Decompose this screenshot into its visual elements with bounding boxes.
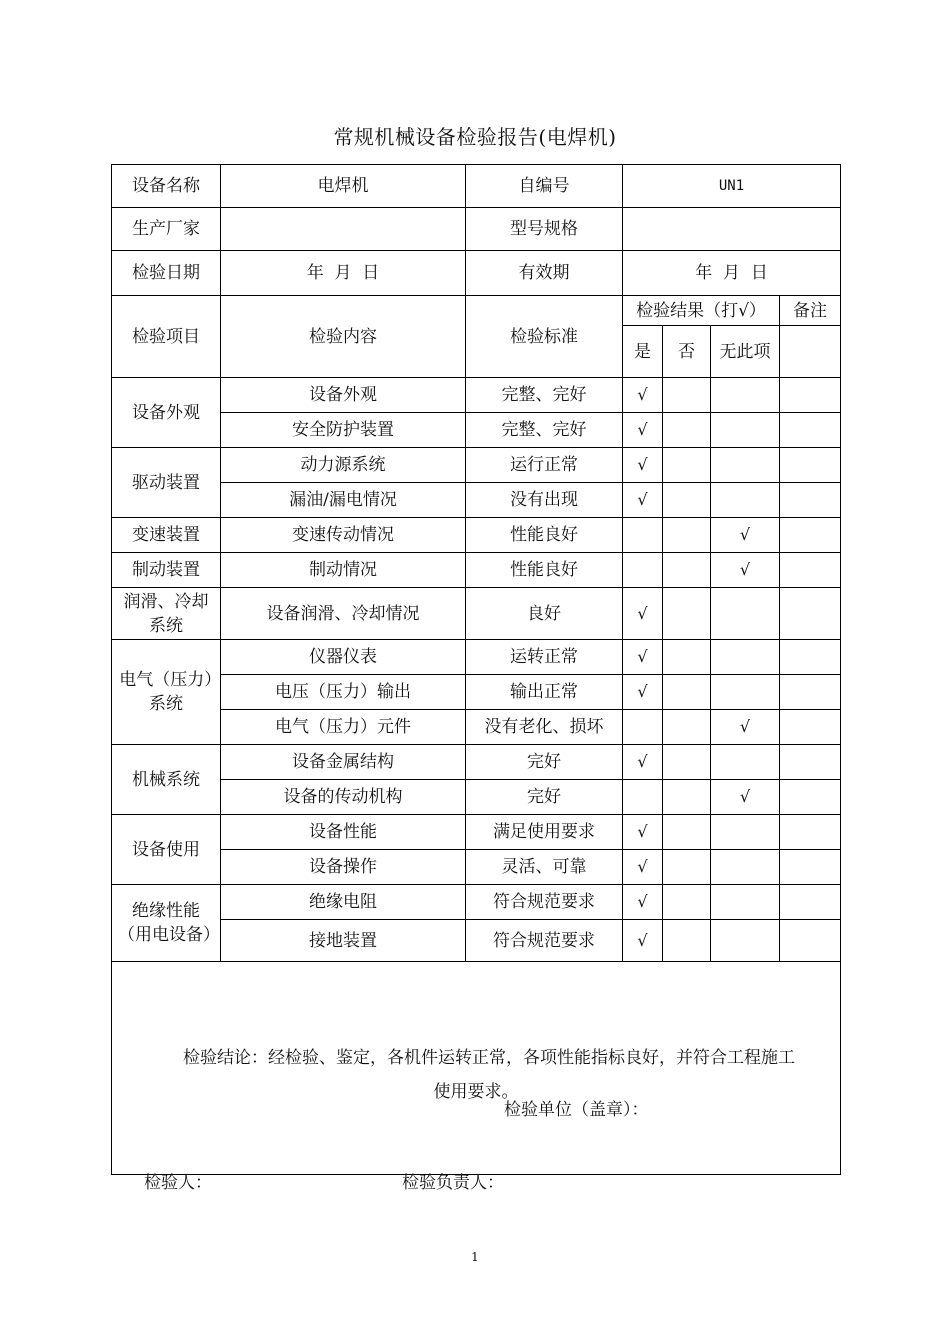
row-yes: √: [623, 413, 663, 448]
maker-label: 生产厂家: [112, 208, 221, 251]
row-standard: 运转正常: [466, 640, 623, 675]
page-number: 1: [471, 1250, 479, 1264]
table-row: [112, 378, 841, 413]
row-no: [663, 710, 711, 745]
row-standard: 满足使用要求: [466, 815, 623, 850]
row-no: [663, 518, 711, 553]
group-item: 绝缘性能（用电设备）: [112, 885, 221, 962]
row-no: [663, 553, 711, 588]
row-no: [663, 448, 711, 483]
row-yes: √: [623, 483, 663, 518]
group-item: 润滑、冷却系统: [112, 588, 221, 640]
row-yes: √: [623, 640, 663, 675]
code-value: UN1: [623, 165, 841, 208]
row-remark: [780, 413, 841, 448]
row-yes: √: [623, 815, 663, 850]
row-standard: 完整、完好: [466, 378, 623, 413]
row-no: [663, 815, 711, 850]
table-row: [112, 553, 841, 588]
table-row: [112, 483, 841, 518]
row-na: [711, 675, 780, 710]
row-yes: √: [623, 448, 663, 483]
valid-value: 年 月 日: [623, 251, 841, 296]
row-content: 绝缘电阻: [221, 885, 466, 920]
group-item: 机械系统: [112, 745, 221, 815]
code-label: 自编号: [466, 165, 623, 208]
conclusion-text: [112, 1027, 840, 1109]
row-no: [663, 920, 711, 962]
row-yes: √: [623, 675, 663, 710]
header-row-1: [112, 296, 841, 326]
row-no: [663, 483, 711, 518]
row-yes: √: [623, 920, 663, 962]
row-standard: 没有老化、损坏: [466, 710, 623, 745]
row-content: 设备外观: [221, 378, 466, 413]
row-remark: [780, 483, 841, 518]
row-remark: [780, 448, 841, 483]
row-yes: √: [623, 588, 663, 640]
row-content: 安全防护装置: [221, 413, 466, 448]
row-yes: √: [623, 745, 663, 780]
table-row: [112, 815, 841, 850]
group-item: 制动装置: [112, 553, 221, 588]
table-row: [112, 920, 841, 962]
date-value: 年 月 日: [221, 251, 466, 296]
row-remark: [780, 588, 841, 640]
row-na: [711, 850, 780, 885]
inspection-table: [111, 164, 841, 1175]
row-yes: √: [623, 378, 663, 413]
row-na: [711, 588, 780, 640]
row-remark: [780, 850, 841, 885]
row-content: 设备润滑、冷却情况: [221, 588, 466, 640]
row-no: [663, 378, 711, 413]
conclusion-line-1: 检验结论：经检验、鉴定，各机件运转正常，各项性能指标良好，并符合工程施工: [183, 1048, 796, 1068]
row-standard: 完好: [466, 745, 623, 780]
header-remark-blank: [780, 326, 841, 378]
row-content: 动力源系统: [221, 448, 466, 483]
row-content: 设备的传动机构: [221, 780, 466, 815]
row-content: 设备金属结构: [221, 745, 466, 780]
table-row: [112, 780, 841, 815]
info-row-maker: [112, 208, 841, 251]
row-remark: [780, 710, 841, 745]
conclusion-cell: [112, 962, 841, 1175]
row-standard: 良好: [466, 588, 623, 640]
table-row: [112, 448, 841, 483]
conclusion-line-2: 使用要求。: [433, 1082, 519, 1102]
table-row: [112, 518, 841, 553]
row-content: 变速传动情况: [221, 518, 466, 553]
model-label: 型号规格: [466, 208, 623, 251]
row-remark: [780, 745, 841, 780]
row-na: [711, 745, 780, 780]
row-na: [711, 483, 780, 518]
row-remark: [780, 675, 841, 710]
row-content: 接地装置: [221, 920, 466, 962]
table-row: [112, 850, 841, 885]
maker-value: [221, 208, 466, 251]
header-content: 检验内容: [221, 296, 466, 378]
row-remark: [780, 780, 841, 815]
row-na: √: [711, 710, 780, 745]
row-standard: 符合规范要求: [466, 885, 623, 920]
row-na: [711, 885, 780, 920]
inspection-unit-label: 检验单位（盖章）：: [504, 1100, 649, 1120]
header-na-text: 无此项: [719, 341, 771, 362]
valid-label: 有效期: [466, 251, 623, 296]
row-content: 制动情况: [221, 553, 466, 588]
table-row: [112, 885, 841, 920]
row-na: [711, 448, 780, 483]
row-remark: [780, 640, 841, 675]
header-remark: 备注: [780, 296, 841, 326]
row-na: [711, 920, 780, 962]
report-title: 常规机械设备检验报告(电焊机): [333, 125, 617, 149]
row-yes: [623, 780, 663, 815]
row-standard: 灵活、可靠: [466, 850, 623, 885]
row-content: 设备性能: [221, 815, 466, 850]
row-standard: 完整、完好: [466, 413, 623, 448]
table-row: [112, 745, 841, 780]
row-na: [711, 413, 780, 448]
row-yes: [623, 518, 663, 553]
row-standard: 符合规范要求: [466, 920, 623, 962]
row-na: [711, 640, 780, 675]
name-label: 设备名称: [112, 165, 221, 208]
row-content: 仪器仪表: [221, 640, 466, 675]
row-na: √: [711, 518, 780, 553]
row-standard: 完好: [466, 780, 623, 815]
row-no: [663, 640, 711, 675]
table-row: [112, 588, 841, 640]
row-no: [663, 413, 711, 448]
row-no: [663, 885, 711, 920]
row-remark: [780, 920, 841, 962]
info-row-date: [112, 251, 841, 296]
table-row: [112, 413, 841, 448]
row-remark: [780, 885, 841, 920]
header-yes: 是: [623, 326, 663, 378]
row-yes: [623, 710, 663, 745]
row-remark: [780, 518, 841, 553]
row-standard: 没有出现: [466, 483, 623, 518]
row-standard: 运行正常: [466, 448, 623, 483]
group-item: 电气（压力）系统: [112, 640, 221, 745]
row-na: [711, 815, 780, 850]
row-yes: √: [623, 885, 663, 920]
header-standard: 检验标准: [466, 296, 623, 378]
row-no: [663, 588, 711, 640]
row-na: √: [711, 780, 780, 815]
row-no: [663, 850, 711, 885]
row-content: 漏油/漏电情况: [221, 483, 466, 518]
header-result: 检验结果（打√）: [623, 296, 780, 326]
leader-label: 检验负责人：: [402, 1173, 504, 1193]
row-remark: [780, 815, 841, 850]
row-standard: 性能良好: [466, 553, 623, 588]
group-item: 变速装置: [112, 518, 221, 553]
table-row: [112, 640, 841, 675]
table-row: [112, 675, 841, 710]
row-yes: [623, 553, 663, 588]
date-label: 检验日期: [112, 251, 221, 296]
row-no: [663, 780, 711, 815]
row-content: 设备操作: [221, 850, 466, 885]
row-standard: 性能良好: [466, 518, 623, 553]
row-na: √: [711, 553, 780, 588]
group-item: 驱动装置: [112, 448, 221, 518]
model-value: [623, 208, 841, 251]
inspector-label: 检验人：: [144, 1173, 212, 1193]
row-yes: √: [623, 850, 663, 885]
group-item: 设备外观: [112, 378, 221, 448]
row-content: 电压（压力）输出: [221, 675, 466, 710]
row-na: [711, 378, 780, 413]
row-remark: [780, 553, 841, 588]
row-standard: 输出正常: [466, 675, 623, 710]
row-no: [663, 745, 711, 780]
header-na: [711, 326, 780, 378]
row-content: 电气（压力）元件: [221, 710, 466, 745]
name-value: 电焊机: [221, 165, 466, 208]
row-no: [663, 675, 711, 710]
row-remark: [780, 378, 841, 413]
table-row: [112, 710, 841, 745]
info-row-name: [112, 165, 841, 208]
conclusion-row: [112, 962, 841, 1175]
header-item: 检验项目: [112, 296, 221, 378]
group-item: 设备使用: [112, 815, 221, 885]
header-no: 否: [663, 326, 711, 378]
